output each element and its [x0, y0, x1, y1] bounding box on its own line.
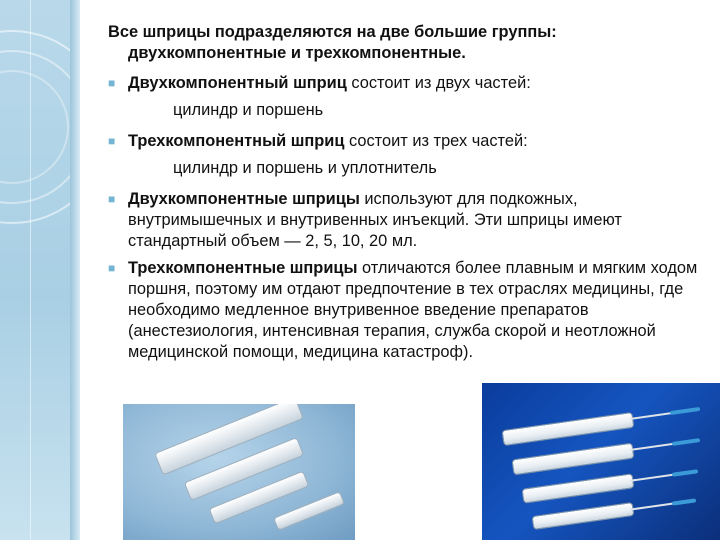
slide-content	[108, 22, 708, 369]
needle-cap-image	[672, 438, 700, 446]
intro-line-1: Все шприцы подразделяются на две большие группы:	[108, 23, 557, 41]
intro-line-2: двухкомпонентные и трехкомпонентные.	[128, 44, 466, 62]
bullet-term: Трехкомпонентный шприц	[128, 132, 345, 150]
needle-cap-image	[672, 469, 698, 477]
two-component-syringes-photo	[123, 404, 355, 540]
syringe-image	[511, 443, 634, 476]
bullet-two-component-use	[108, 189, 708, 252]
bullet-term: Двухкомпонентные шприцы	[128, 190, 360, 208]
needle-cap-image	[672, 498, 696, 505]
bullet-text: состоит из двух частей:	[346, 74, 531, 92]
syringe-image	[532, 502, 635, 530]
bullet-three-component-syringe	[108, 131, 708, 152]
bullet-three-component-use	[108, 258, 708, 363]
needle-cap-image	[670, 407, 700, 415]
syringe-image	[522, 473, 635, 503]
bullet-text: состоит из трех частей:	[344, 132, 528, 150]
three-component-syringes-photo	[482, 383, 720, 540]
intro-paragraph	[108, 22, 708, 64]
syringe-image	[273, 491, 345, 531]
bullet-subline: цилиндр и поршень и уплотнитель	[173, 159, 437, 177]
bullet-text: используют для подкожных, внутримышечных и внутривенных инъекций. Эти шприцы имеют стандартный объем — 2, 5, 10, 20 мл.	[128, 190, 622, 250]
syringe-image	[502, 412, 635, 446]
bullet-subline: цилиндр и поршень	[173, 101, 324, 119]
decorative-edge	[70, 0, 80, 540]
decorative-side-band	[0, 0, 80, 540]
bullet-text: отличаются более плавным и мягким ходом поршня, поэтому им отдают предпочтение в тех отраслях медицины, где необходимо медленное внутривенное введение препаратов (анестезиология, интенсивная терапия, служба скорой и неотложной медицинской помощи, медицина катастроф).	[128, 259, 698, 361]
decorative-rule	[30, 0, 31, 540]
bullet-term: Трехкомпонентные шприцы	[128, 259, 358, 277]
bullet-term: Двухкомпонентный шприц	[128, 74, 347, 92]
bullet-two-component-syringe	[108, 73, 708, 94]
